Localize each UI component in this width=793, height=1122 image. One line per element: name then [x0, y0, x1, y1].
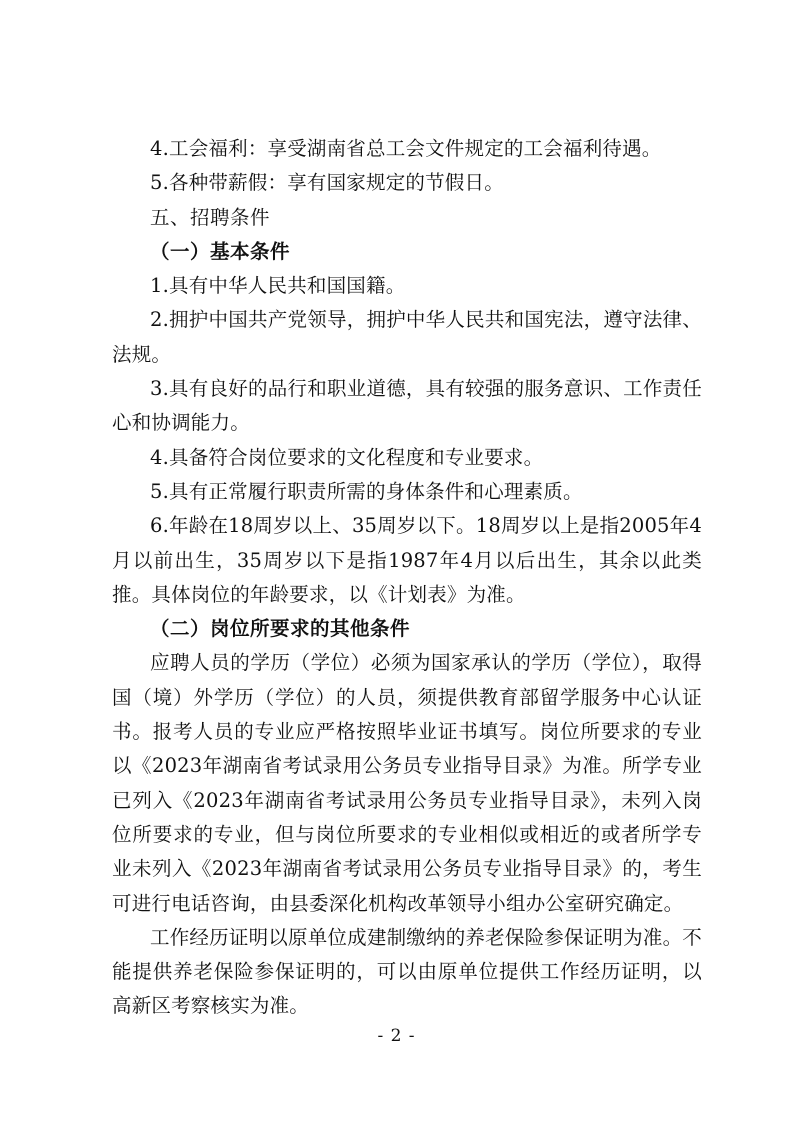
paragraph-condition-education: 4.具备符合岗位要求的文化程度和专业要求。 [150, 445, 544, 469]
paragraph-condition-nationality: 1.具有中华人民共和国国籍。 [150, 274, 406, 298]
paragraph-condition-ethics: 3.具有良好的品行和职业道德，具有较强的服务意识、工作责任心和协调能力。 [112, 377, 702, 435]
paragraph-degree-requirements: 应聘人员的学历（学位）必须为国家承认的学历（学位），取得国（境）外学历（学位）的人员，须提供教育部留学服务中心认证书。报考人员的专业应严格按照毕业证书填写。岗位所要求的专业以《2023年湖南省考试录用公务员专业指导目录》为准。所学专业已列入《2023年湖南省考试录用公务员专业指导目录》，未列入岗位所要求的专业，但与岗位所要求的专业相似或相近的或者所学专业未列入《2023年湖南省考试录用公务员专业指导目录》的，考生可进行电话咨询，由县委深化机构改革领导小组办公室研究确定。 [112, 651, 702, 915]
paragraph-condition-health: 5.具有正常履行职责所需的身体条件和心理素质。 [150, 479, 583, 503]
subheading-basic-conditions: （一）基本条件 [150, 239, 291, 263]
paragraph-condition-age: 6.年龄在18周岁以上、35周岁以下。18周岁以上是指2005年4月以前出生，35周岁以下是指1987年4月以后出生，其余以此类推。具体岗位的年龄要求，以《计划表》为准。 [112, 514, 702, 606]
paragraph-paid-leave: 5.各种带薪假：享有国家规定的节假日。 [150, 171, 504, 195]
paragraph-work-experience-proof: 工作经历证明以原单位成建制缴纳的养老保险参保证明为准。不能提供养老保险参保证明的，可以由原单位提供工作经历证明，以高新区考察核实为准。 [112, 925, 702, 1018]
paragraph-condition-constitution: 2.拥护中国共产党领导，拥护中华人民共和国宪法，遵守法律、法规。 [112, 308, 702, 366]
section-heading-recruitment-conditions: 五、招聘条件 [150, 205, 271, 229]
page-number: - 2 - [377, 1026, 416, 1046]
subheading-other-conditions: （二）岗位所要求的其他条件 [150, 617, 411, 641]
document-body [112, 132, 702, 1024]
paragraph-union-welfare: 4.工会福利：享受湖南省总工会文件规定的工会福利待遇。 [150, 137, 662, 160]
